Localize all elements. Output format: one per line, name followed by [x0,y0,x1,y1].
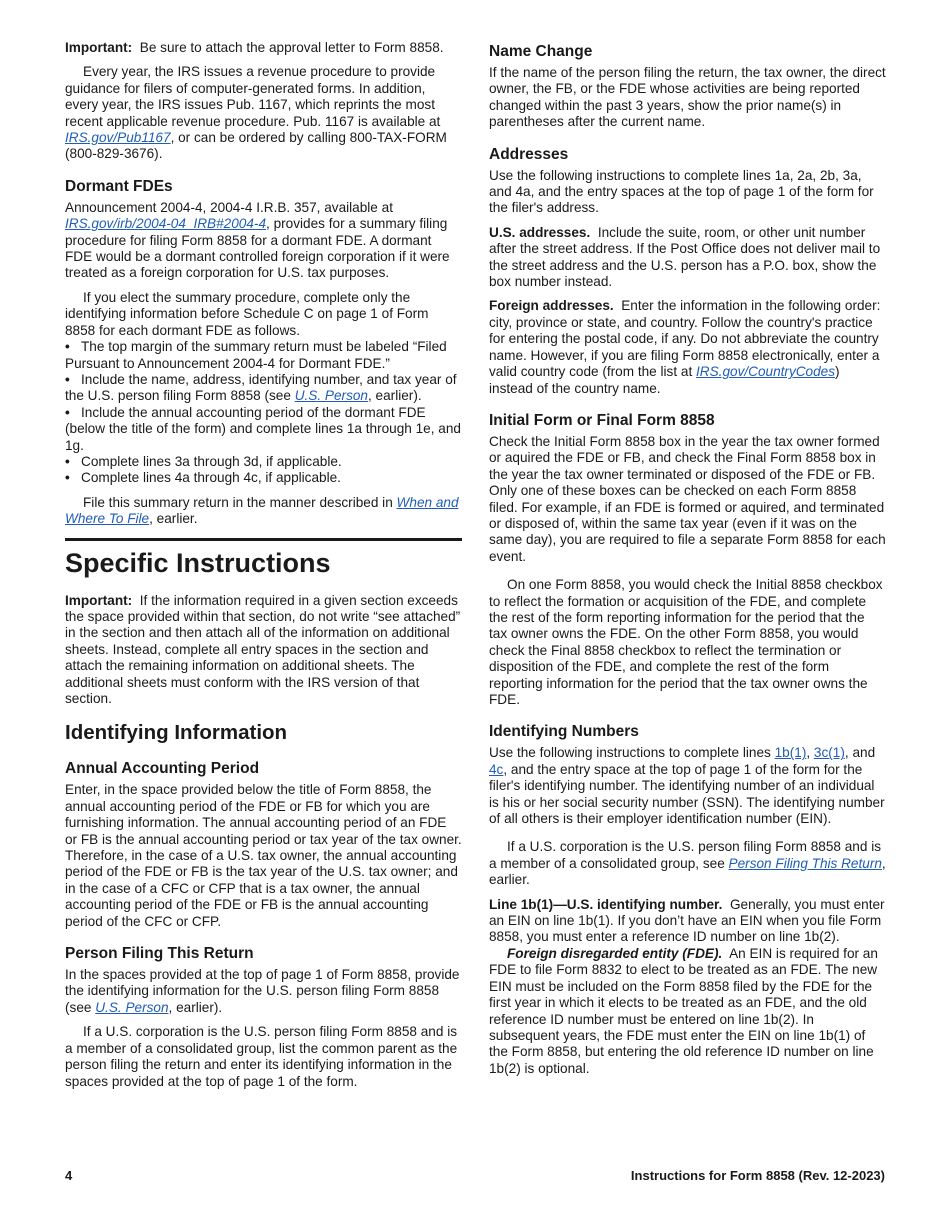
summary-bullets [65,339,462,487]
important-label: Important: [65,592,133,608]
person-filing-paragraph [65,967,462,1016]
revproc-text-end: , or can be ordered by calling 800-TAX-FORM (800-829-3676). [65,130,447,162]
separator: , [806,745,814,761]
important-text: Be sure to attach the approval letter to Form 8858. [139,40,444,55]
bullet-item: • Complete lines 4a through 4c, if applicable. [65,470,462,486]
bullet-item: • The top margin of the summary return must be labeled “Filed Pursuant to Announcement 2004-4 for Dormant FDE.” [65,339,462,372]
id-numbers-text-end: , and the entry space at the top of page 1 of the form for the filer's identifying number. The identifying number of an individual is his or her social security number (SSN). The identifying number of all others is their employer identification number (EIN). [489,761,885,827]
bullet-item: • Include the annual accounting period of the dormant FDE (below the title of the form) and complete lines 1a through 1e, and 1g. [65,405,462,454]
us-addresses-text: Include the suite, room, or other unit number after the street address. If the Post Office does not deliver mail to the street address and the U.S. person has a P.O. box, show the box number instead. [489,224,881,290]
person-text: In the spaces provided at the top of page 1 of Form 8858, provide the identifying information for the U.S. person filing Form 8858 (see [65,967,460,1015]
person-filing-consolidated: If a U.S. corporation is the U.S. person filing Form 8858 and is a member of a consolidated group, list the common parent as the person filing the return and enter its identifying information in the spaces provided at the top of page 1 of the form. [65,1024,458,1089]
bullet-text: Include the name, address, identifying number, and tax year of the U.S. person filing Form 8858 (see [65,371,457,404]
specific-important-note [65,593,462,708]
initial-final-heading: Initial Form or Final Form 8858 [489,411,715,429]
important-note [65,40,462,56]
foreign-addresses-text: Enter the information in the following order: city, province or state, and country. Follow the country's practice for entering the postal code, if any. Do not abbreviate the country name. However, if you are filing Form 8858 electronically, enter a valid country code (from the list at [489,298,881,380]
specific-important-text: If the information required in a given section exceeds the space provided within that section, do not write “see attached” in the section and then attach all of the information on additional sheets. Instead, complete all entry spaces in the section and attach the remaining information on additional sheets. The additional sheets must conform with the IRS version of that section. [65,592,461,706]
file-text-end: , earlier. [149,511,198,527]
line-1b1-label: Line 1b(1)—U.S. identifying number. [489,896,723,912]
page-number: 4 [65,1168,73,1183]
initial-final-text: Check the Initial Form 8858 box in the year the tax owner formed or aquired the FDE or FB, and check the Final Form 8858 box in the year the tax owner terminated or disposed of the FDE or FB. Only one of these boxes can be checked on each Form 8858 filed. For example, if an FDE is formed or aquired, and terminated or disposed of, within the same tax year (even if it was on the same day), you are required to file a separate Form 8858 for each event. [489,433,886,564]
fde-text: An EIN is required for an FDE to file Form 8832 to elect to be treated as an FDE. The new EIN must be included on the Form 8858 filed by the FDE for the first year in which it elects to be treated as an FDE, and the old reference ID number must be entered on line 1b(2). In subsequent years, the FDE must enter the EIN on line 1b(1) of the Form 8858, but entering the old reference ID number on line 1b(2) is optional. [489,945,878,1076]
when-where-link[interactable]: When and Where To File [65,494,459,527]
foreign-addresses-paragraph [489,298,886,396]
foreign-addresses-text-end: ) instead of the country name. [489,364,840,396]
file-text: File this summary return in the manner described in [83,494,397,510]
revproc-text: Every year, the IRS issues a revenue procedure to provide guidance for filers of computer-generated forms. In addition, every year, the IRS issues Pub. 1167, which reprints the most recent applicable revenue procedure. Pub. 1167 is available at [65,64,441,129]
specific-instructions-heading: Specific Instructions [65,538,462,579]
id-numbers-text: Use the following instructions to complete lines [489,745,775,761]
identifying-numbers-heading: Identifying Numbers [489,723,639,741]
person-filing-link[interactable]: Person Filing This Return [728,855,882,871]
initial-final-example: On one Form 8858, you would check the Initial 8858 checkbox to reflect the formation or acquisition of the FDE, and complete the rest of the form reporting information for the period that the tax owner owns the FDE. On the other Form 8858, you would check the Final 8858 checkbox to reflect the termination or disposition of the FDE, and complete the rest of the form reporting information for the period that the tax owner owns the FDE. [489,577,883,707]
line-4c-link[interactable]: 4c [489,761,504,777]
us-addresses-label: U.S. addresses. [489,224,591,240]
summary-intro: If you elect the summary procedure, complete only the identifying information before Schedule C on page 1 of Form 8858 for each dormant FDE as follows. [65,289,429,338]
consolidated-text: If a U.S. corporation is the U.S. person filing Form 8858 and is a member of a consolidated group, see [489,839,882,871]
foreign-addresses-label: Foreign addresses. [489,298,614,314]
left-column [65,40,462,1098]
bullet-item [65,372,462,405]
us-addresses-paragraph [489,225,886,291]
us-person-link[interactable]: U.S. Person [95,999,169,1015]
identifying-information-heading: Identifying Information [65,721,288,745]
revproc-paragraph [65,64,462,162]
annual-accounting-heading: Annual Accounting Period [65,760,260,778]
bullet-item: • Complete lines 3a through 3d, if applicable. [65,454,462,470]
line-1b1-paragraph [489,897,886,946]
footer-form-title: Instructions for Form 8858 (Rev. 12-2023) [630,1168,885,1183]
dormant-paragraph [65,200,462,282]
dormant-fdes-heading: Dormant FDEs [65,177,173,195]
identifying-numbers-paragraph [489,745,886,827]
pub1167-link[interactable]: IRS.gov/Pub1167 [65,130,171,146]
annual-accounting-text: Enter, in the space provided below the title of Form 8858, the annual accounting period of the FDE or FB for which you are furnishing information. The annual accounting period of an FDE or FB is the annual accounting period or tax year of the tax owner. Therefore, in the case of a U.S. tax owner, the annual accounting period of the FDE or FB is the tax year of the U.S. tax owner; and in the case of a CFC or CFP that is a tax owner, the annual accounting period of the FDE or FB is the annual accounting period of the CFC or CFP. [65,782,462,929]
line-1b1-link[interactable]: 1b(1) [774,745,807,761]
name-change-text: If the name of the person filing the return, the tax owner, the direct owner, the FB, or the FDE whose activities are being reported changed within the past 3 years, show the prior name(s) in parentheses after the current name. [489,65,886,130]
line-3c1-link[interactable]: 3c(1) [813,745,845,761]
consolidated-text-end: , earlier. [489,855,886,888]
fde-label: Foreign disregarded entity (FDE). [507,945,723,961]
fde-paragraph [489,946,886,1077]
us-person-link[interactable]: U.S. Person [294,388,368,404]
name-change-heading: Name Change [489,43,593,60]
person-text-end: , earlier). [168,999,223,1015]
dormant-text: Announcement 2004-4, 2004-4 I.R.B. 357, available at [65,199,393,215]
person-filing-heading: Person Filing This Return [65,945,254,963]
separator: , and [844,745,876,761]
country-codes-link[interactable]: IRS.gov/CountryCodes [696,364,836,380]
important-label: Important: [65,40,133,55]
consolidated-paragraph [489,839,886,888]
addresses-text: Use the following instructions to complete lines 1a, 2a, 2b, 3a, and 4a, and the entry spaces at the top of page 1 of the form for the filer's address. [489,167,874,216]
irb-link[interactable]: IRS.gov/irb/2004-04_IRB#2004-4 [65,216,267,232]
right-column [489,40,886,1085]
dormant-text-end: , provides for a summary filing procedure for filing Form 8858 for a dormant FDE. A dormant FDE would be a dormant controlled foreign corporation if it were treated as a foreign corporation for U.S. tax purposes. [65,216,450,281]
bullet-text-end: , earlier). [368,388,422,404]
file-summary-paragraph [65,495,462,528]
addresses-heading: Addresses [489,145,569,163]
line-1b1-text: Generally, you must enter an EIN on line 1b(1). If you don’t have an EIN when you file Form 8858, you must enter a reference ID number on line 1b(2). [489,896,885,945]
